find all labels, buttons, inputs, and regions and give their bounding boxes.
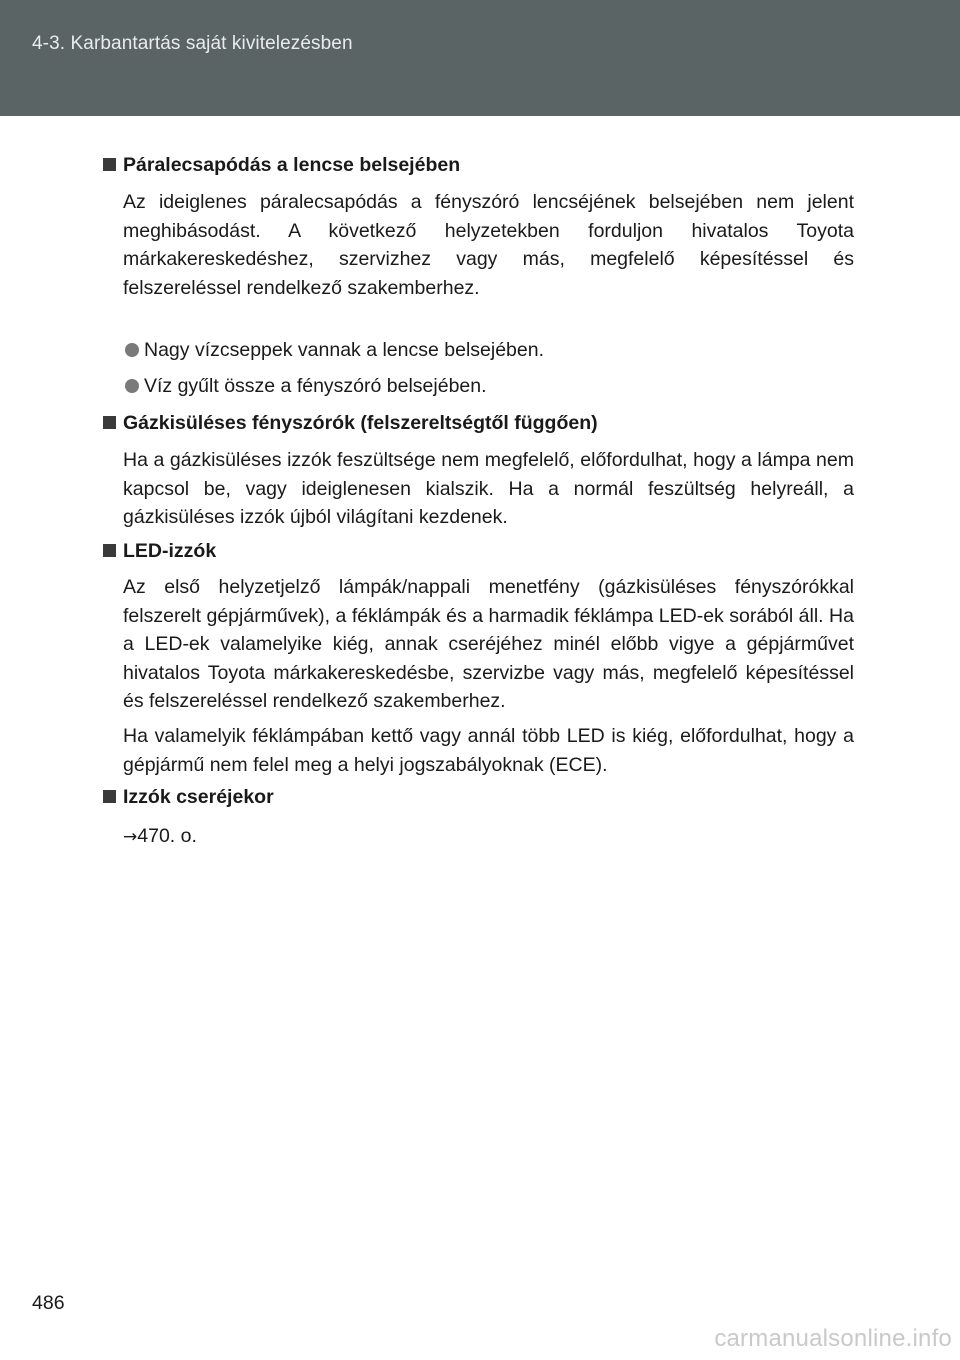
section-heading-led: [103, 540, 216, 563]
section-heading-text: LED-izzók: [123, 540, 217, 562]
list-item: [125, 339, 544, 362]
list-item-text: Nagy vízcseppek vannak a lencse belsejében.: [144, 339, 544, 361]
section-heading-bulb-replacement: [103, 786, 274, 809]
section-heading-text: Izzók cseréjekor: [123, 786, 274, 808]
square-bullet-icon: [103, 158, 116, 171]
paragraph-led-2: Ha valamelyik féklámpában kettő vagy annál több LED is kiég, előfordulhat, hogy a gépjármű nem felel meg a helyi jogszabályoknak (ECE).: [123, 725, 854, 776]
page-reference-text: 470. o.: [137, 825, 197, 847]
paragraph-condensation: Az ideiglenes páralecsapódás a fényszóró lencséjének belsejében nem jelent meghibásodást. A következő helyzetekben forduljon hivatalos Toyota márkakereskedéshez, szervizhez vagy más, megfelelő képesítéssel és felszereléssel rendelkező szakemberhez.: [123, 191, 854, 299]
header-band: [0, 0, 960, 116]
section-heading-text: Gázkisüléses fényszórók (felszereltségtől függően): [123, 412, 598, 434]
circle-bullet-icon: [125, 343, 139, 357]
square-bullet-icon: [103, 790, 116, 803]
page-reference[interactable]: [123, 822, 854, 852]
section-heading-text: Páralecsapódás a lencse belsejében: [123, 154, 461, 176]
watermark: carmanualsonline.info: [714, 1325, 952, 1352]
square-bullet-icon: [103, 416, 116, 429]
section-heading-condensation: [103, 154, 460, 177]
arrow-right-icon: →: [123, 827, 138, 847]
list-item: [125, 375, 487, 398]
chapter-title: 4-3. Karbantartás saját kivitelezésben: [32, 33, 353, 54]
list-item-text: Víz gyűlt össze a fényszóró belsejében.: [144, 375, 487, 397]
section-heading-gas-discharge: [103, 412, 598, 435]
square-bullet-icon: [103, 544, 116, 557]
paragraph-led-1: Az első helyzetjelző lámpák/nappali menetfény (gázkisüléses fényszórókkal felszerelt gépjárművek), a féklámpák és a harmadik féklámpa LED-ek sorából áll. Ha a LED-ek valamelyike kiég, annak cseréjéhez minél előbb vigye a gépjárművet hivatalos Toyota márkakereskedésbe, szervizbe vagy más, megfelelő képesítéssel és felszereléssel rendelkező szakemberhez.: [123, 576, 854, 712]
paragraph-gas-discharge: Ha a gázkisüléses izzók feszültsége nem megfelelő, előfordulhat, hogy a lámpa nem kapcsol be, vagy ideiglenesen kialszik. Ha a normál feszültség helyreáll, a gázkisüléses izzók újból világítani kezdenek.: [123, 449, 854, 528]
circle-bullet-icon: [125, 379, 139, 393]
page-number: 486: [32, 1292, 65, 1314]
